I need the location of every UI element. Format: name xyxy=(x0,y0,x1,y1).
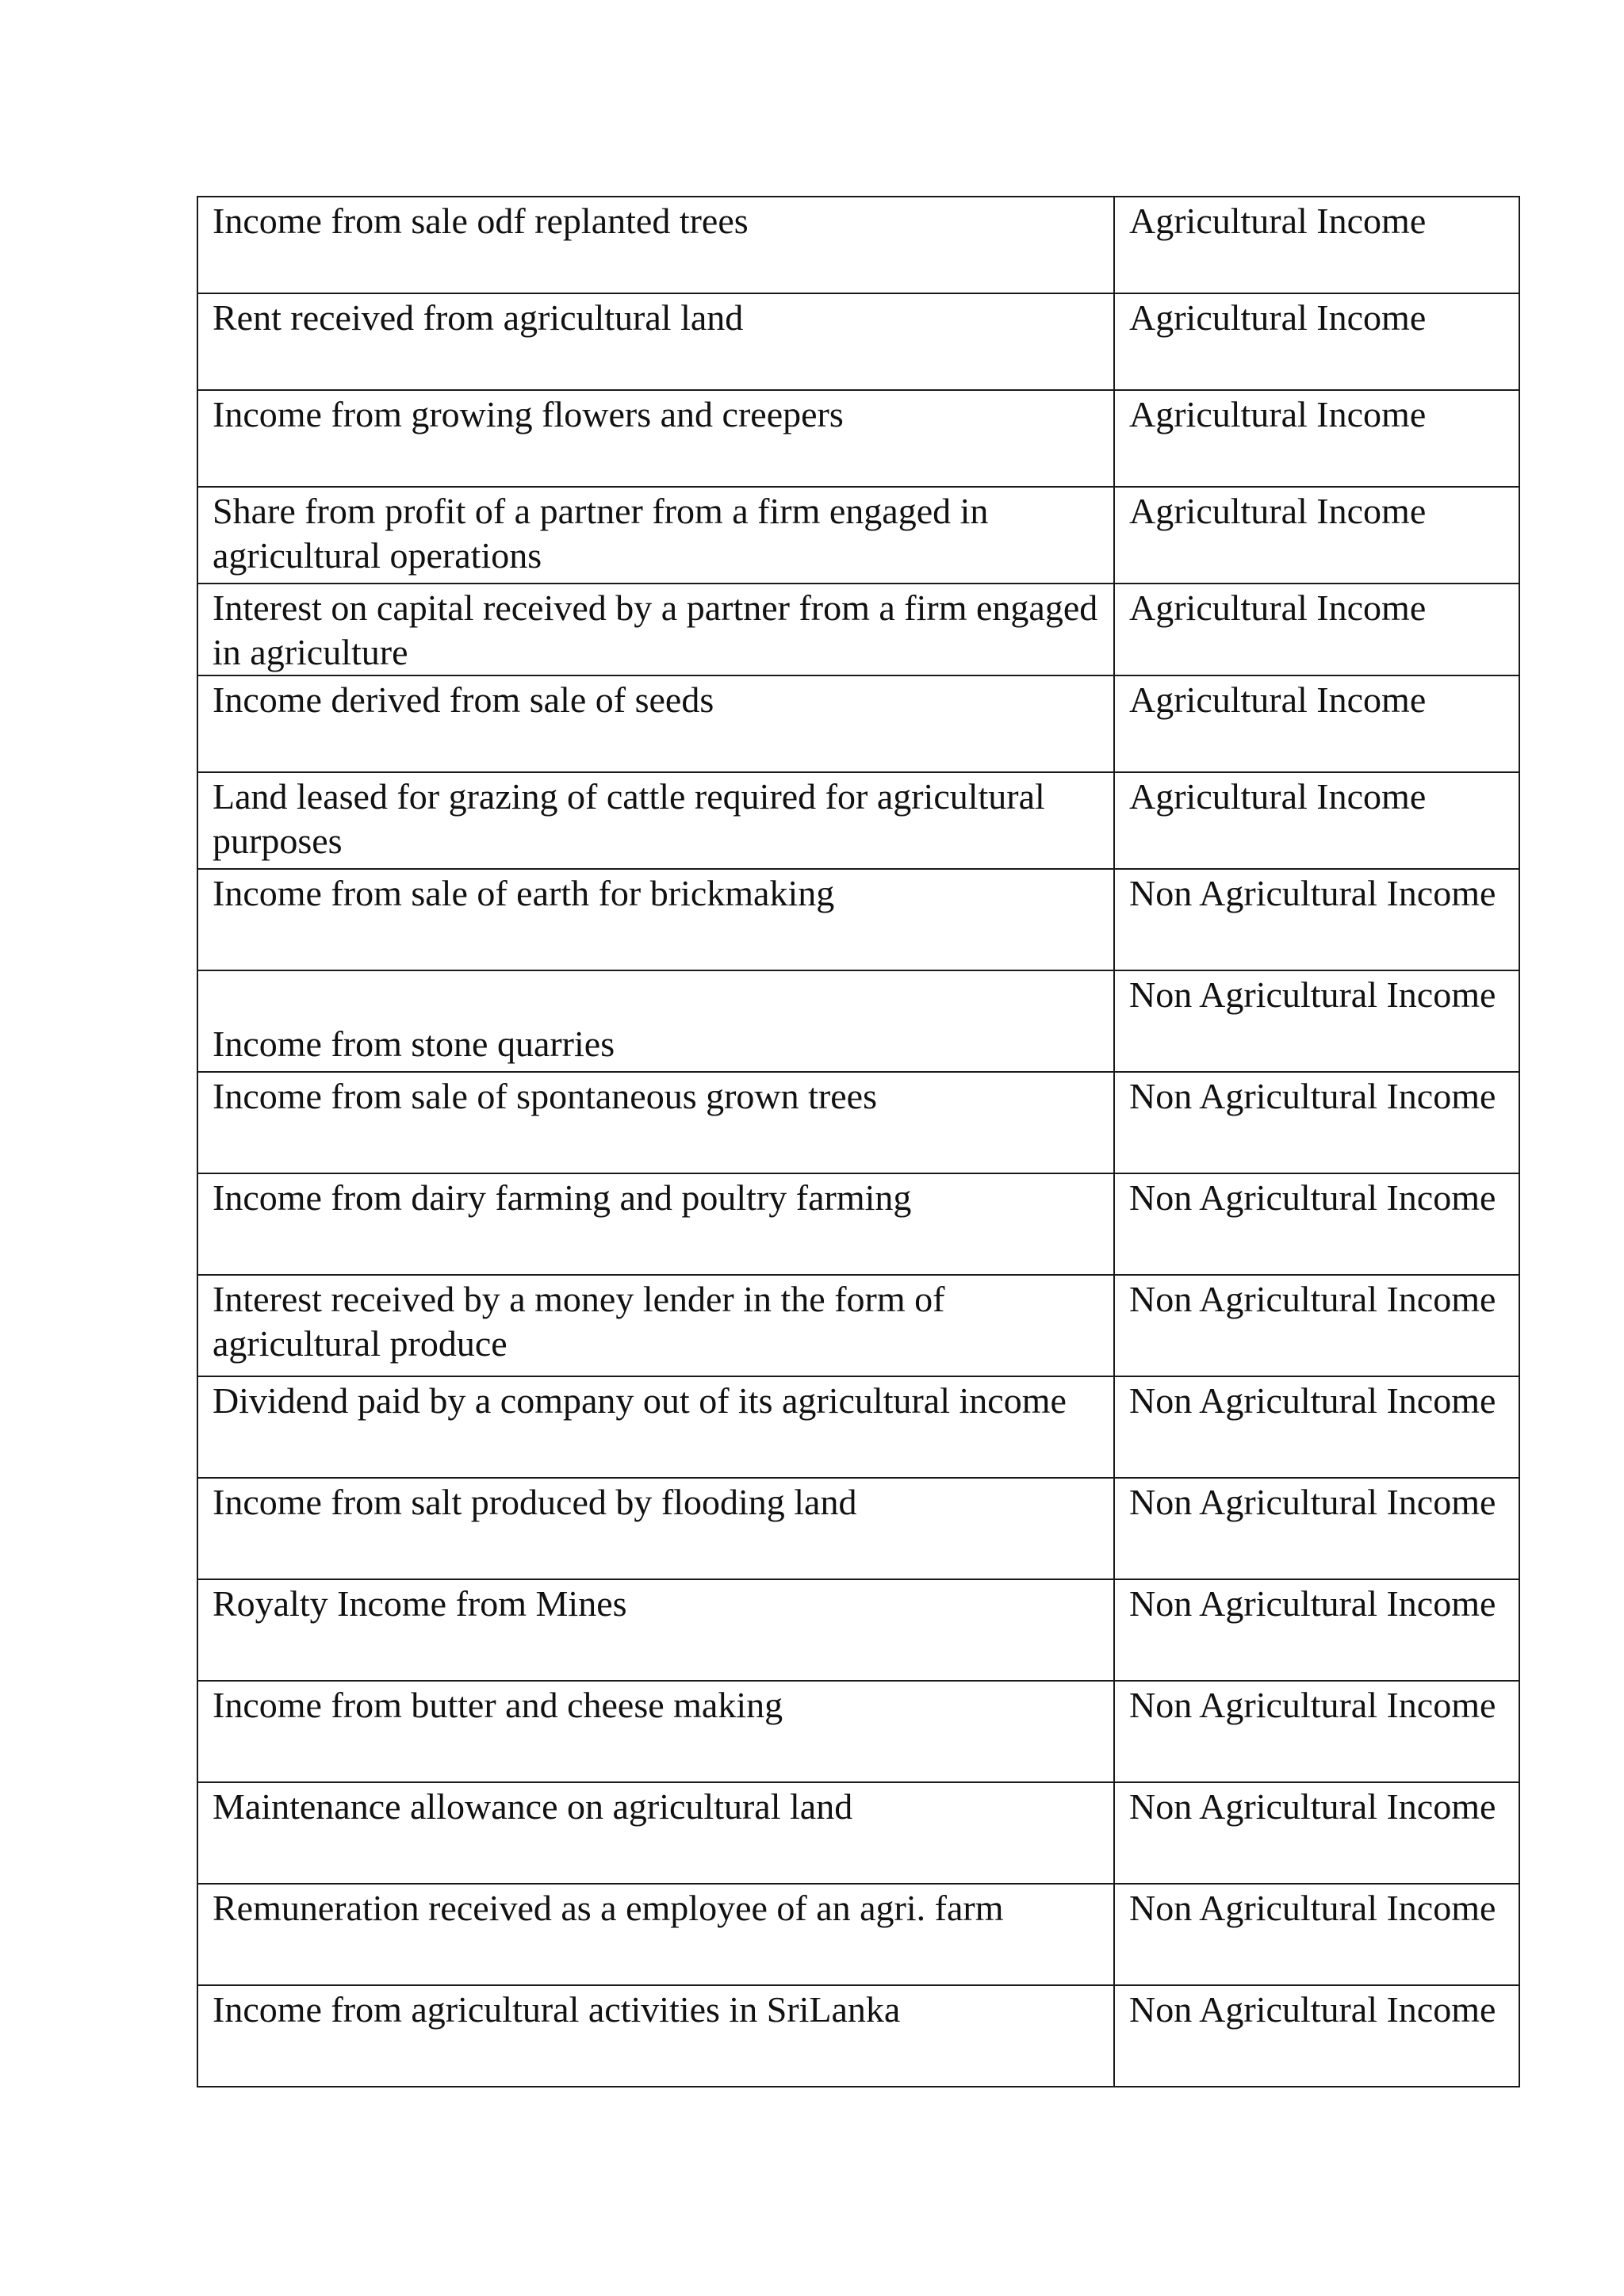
classification-cell: Agricultural Income xyxy=(1114,197,1519,293)
description-cell: Maintenance allowance on agricultural land xyxy=(197,1782,1114,1884)
table-row xyxy=(197,675,1519,772)
classification-cell: Non Agricultural Income xyxy=(1114,1985,1519,2087)
table-row xyxy=(197,1478,1519,1579)
description-cell: Income from salt produced by flooding land xyxy=(197,1478,1114,1579)
table-row xyxy=(197,772,1519,869)
description-cell: Income from agricultural activities in SriLanka xyxy=(197,1985,1114,2087)
classification-cell: Non Agricultural Income xyxy=(1114,1173,1519,1275)
description-cell: Rent received from agricultural land xyxy=(197,293,1114,390)
classification-cell: Non Agricultural Income xyxy=(1114,1275,1519,1376)
income-classification-table xyxy=(197,196,1520,2087)
classification-cell: Non Agricultural Income xyxy=(1114,1579,1519,1681)
table-row xyxy=(197,1782,1519,1884)
table-row xyxy=(197,584,1519,675)
table-row xyxy=(197,293,1519,390)
table-row xyxy=(197,970,1519,1072)
classification-cell: Non Agricultural Income xyxy=(1114,1376,1519,1478)
table-row xyxy=(197,1579,1519,1681)
table-row xyxy=(197,1985,1519,2087)
description-cell: Income from growing flowers and creepers xyxy=(197,390,1114,487)
classification-cell: Non Agricultural Income xyxy=(1114,869,1519,970)
table-row xyxy=(197,1275,1519,1376)
description-cell: Land leased for grazing of cattle required for agricultural purposes xyxy=(197,772,1114,869)
classification-cell: Agricultural Income xyxy=(1114,390,1519,487)
classification-cell: Non Agricultural Income xyxy=(1114,1782,1519,1884)
classification-cell: Non Agricultural Income xyxy=(1114,1884,1519,1985)
classification-cell: Non Agricultural Income xyxy=(1114,1681,1519,1782)
table-row xyxy=(197,869,1519,970)
description-cell: Income from dairy farming and poultry farming xyxy=(197,1173,1114,1275)
table-row xyxy=(197,1376,1519,1478)
classification-cell: Agricultural Income xyxy=(1114,675,1519,772)
description-cell: Income from sale of earth for brickmaking xyxy=(197,869,1114,970)
classification-cell: Non Agricultural Income xyxy=(1114,970,1519,1072)
table-row xyxy=(197,1681,1519,1782)
table-row xyxy=(197,1072,1519,1173)
description-cell: Income from sale of spontaneous grown trees xyxy=(197,1072,1114,1173)
table-row xyxy=(197,487,1519,584)
classification-cell: Agricultural Income xyxy=(1114,772,1519,869)
table-row xyxy=(197,197,1519,293)
description-cell: Interest on capital received by a partner from a firm engaged in agriculture xyxy=(197,584,1114,675)
description-cell: Dividend paid by a company out of its agricultural income xyxy=(197,1376,1114,1478)
description-cell: Share from profit of a partner from a firm engaged in agricultural operations xyxy=(197,487,1114,584)
description-cell: Income from stone quarries xyxy=(197,970,1114,1072)
table-row xyxy=(197,390,1519,487)
description-cell: Interest received by a money lender in the form of agricultural produce xyxy=(197,1275,1114,1376)
table-row xyxy=(197,1884,1519,1985)
classification-cell: Agricultural Income xyxy=(1114,487,1519,584)
description-cell: Income derived from sale of seeds xyxy=(197,675,1114,772)
description-cell: Royalty Income from Mines xyxy=(197,1579,1114,1681)
classification-cell: Agricultural Income xyxy=(1114,584,1519,675)
classification-cell: Agricultural Income xyxy=(1114,293,1519,390)
classification-cell: Non Agricultural Income xyxy=(1114,1072,1519,1173)
classification-cell: Non Agricultural Income xyxy=(1114,1478,1519,1579)
description-cell: Income from butter and cheese making xyxy=(197,1681,1114,1782)
description-cell: Remuneration received as a employee of an agri. farm xyxy=(197,1884,1114,1985)
table-row xyxy=(197,1173,1519,1275)
description-cell: Income from sale odf replanted trees xyxy=(197,197,1114,293)
